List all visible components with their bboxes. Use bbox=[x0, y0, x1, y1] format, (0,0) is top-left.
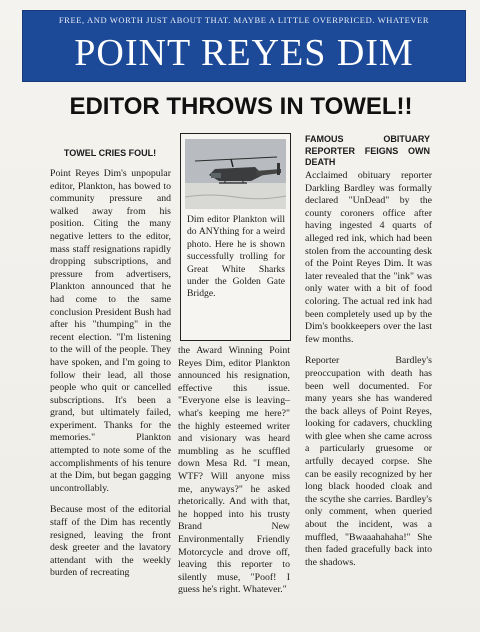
left-article-paragraph: Because most of the editorial staff of the Dim has recently resigned, leaving the front desk greeter and the lavatory attendant with the weekly burden of recreating bbox=[50, 504, 171, 579]
helicopter-photo bbox=[185, 139, 286, 209]
right-article-body bbox=[305, 170, 432, 578]
masthead-title: POINT REYES DIM bbox=[74, 32, 414, 74]
middle-article-paragraph: the Award Winning Point Reyes Dim, editor Plankton announced his resignation, effective this issue. "Everyone else is leaving–what's keeping me here?" the highly esteemed writer and visionary was heard mumbling as he scuffled down Mesa Rd. "I mean, WTF? Will anyone miss me, anyways?" he asked rhetorically. And with that, he hopped into his trusty Brand New Environmentally Friendly Motorcycle and drove off, leaving this reporter to silently muse, "Poof! I guess he's right. Whatever." bbox=[178, 345, 290, 596]
middle-article-body bbox=[178, 345, 290, 606]
helicopter-icon bbox=[185, 139, 286, 209]
right-article-paragraph: Acclaimed obituary reporter Darkling Bardley was formally declared "UnDead" by the county coroners office after having ingested 4 quarts of alleged red ink, which had been stolen from the accounting desk of the Point Reyes Dim. It was later revealed that the "ink" was only water with a bit of food coloring. The actual red ink had been completely used up by the Dim's bookkeepers over the last few months. bbox=[305, 170, 432, 345]
right-article-subhead: FAMOUS OBITUARY REPORTER FEIGNS OWN DEATH bbox=[305, 134, 430, 167]
left-article-paragraph: Point Reyes Dim's unpopular editor, Plankton, has bowed to community pressure and walked away from his position. Citing the many negative letters to the editor, mass staff resignations rapidly dropping subscriptions, and pressure from advertisers, Plankton announced that he had come to the same conclusion President Bush had after his "thumping" in the recent election. "I'm listening to the will of the people. They have spoken, and I'm going to follow their lead, all those people who quit or cancelled subscriptions. It's been a grand, but ultimately failed, experiment. Thanks for the memories." Plankton attempted to note some of the accomplishments of his tenure at the Dim, but began gagging uncontrollably. bbox=[50, 168, 171, 494]
masthead bbox=[22, 10, 466, 82]
masthead-tagline: FREE, AND WORTH JUST ABOUT THAT. MAYBE A LITTLE OVERPRICED. WHATEVER bbox=[58, 15, 430, 25]
photo-box bbox=[180, 133, 291, 341]
left-article-body bbox=[50, 168, 171, 589]
photo-caption: Dim editor Plankton will do ANYthing for a weird photo. Here he is shown successfully trolling for Great White Sharks under the Golden Gate Bridge. bbox=[187, 214, 285, 300]
main-headline: EDITOR THROWS IN TOWEL!! bbox=[69, 93, 413, 120]
right-article-paragraph: Reporter Bardley's preoccupation with death has been well documented. For many years she has wandered the back alleys of Point Reyes, looking for cadavers, chuckling with glee when she came across a particularly gruesome or artfully decayed corpse. She can be easily recognized by her long black hooded cloak and the scythe she carries. Bardley's only comment, when queried about the incident, was a muffled, "Bwaaahahaha!" She then faded gracefully back into the shadows. bbox=[305, 355, 432, 568]
left-article-subhead: TOWEL CRIES FOUL! bbox=[63, 148, 157, 158]
